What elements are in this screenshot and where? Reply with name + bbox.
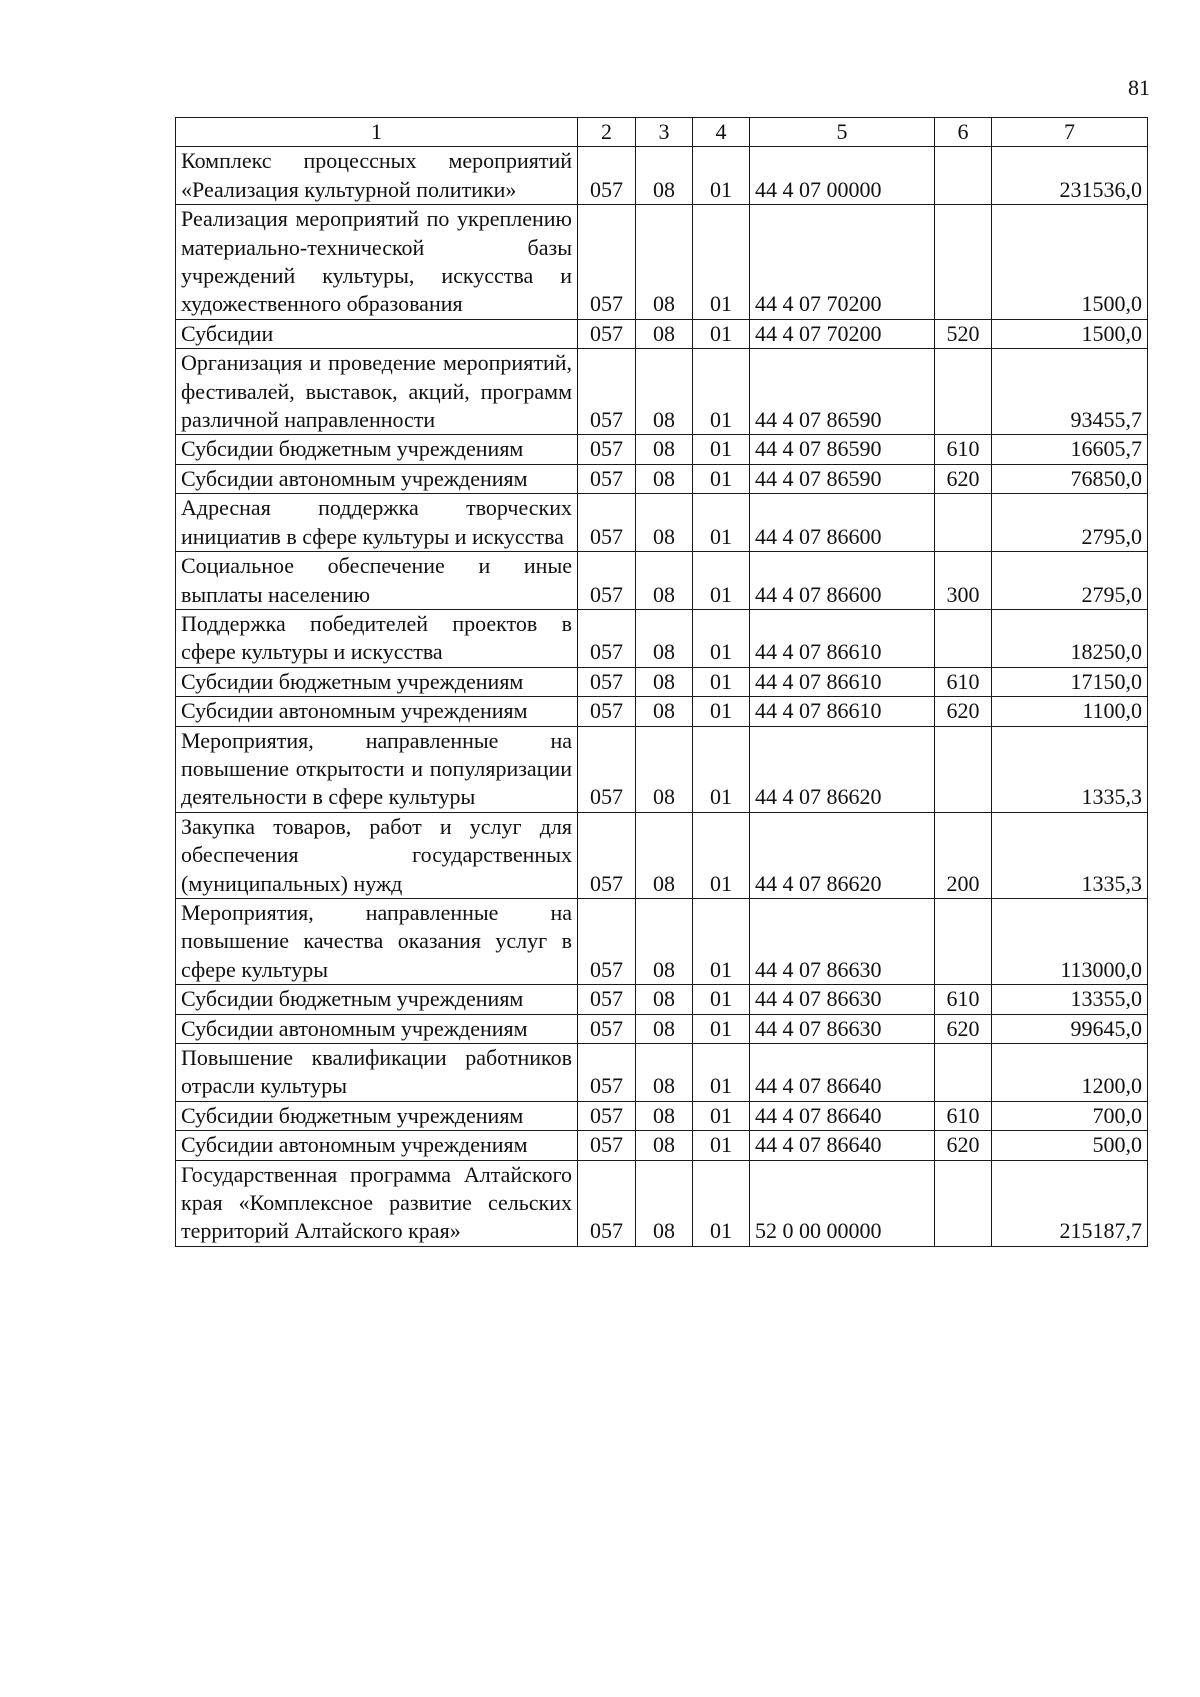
row-name-cell: Комплекс процессных мероприятий «Реализация культурной политики» (176, 147, 578, 205)
subsection-cell: 01 (693, 205, 750, 320)
amount-cell: 700,0 (992, 1101, 1148, 1130)
row-name-cell: Социальное обеспечение и иные выплаты населению (176, 552, 578, 610)
ministry-code-cell: 057 (578, 898, 636, 984)
ministry-code-cell: 057 (578, 1131, 636, 1160)
subsection-cell: 01 (693, 1131, 750, 1160)
row-name-cell: Субсидии (176, 319, 578, 348)
table-row (176, 1131, 1148, 1160)
table-row (176, 349, 1148, 435)
row-name-cell: Мероприятия, направленные на повышение качества оказания услуг в сфере культуры (176, 898, 578, 984)
section-cell: 08 (636, 349, 693, 435)
section-cell: 08 (636, 205, 693, 320)
table-row (176, 898, 1148, 984)
ministry-code-cell: 057 (578, 1101, 636, 1130)
section-cell: 08 (636, 812, 693, 898)
amount-cell: 1500,0 (992, 319, 1148, 348)
ministry-code-cell: 057 (578, 1160, 636, 1246)
subsection-cell: 01 (693, 147, 750, 205)
amount-cell: 113000,0 (992, 898, 1148, 984)
subsection-cell: 01 (693, 494, 750, 552)
target-item-cell: 44 4 07 86590 (750, 435, 935, 464)
amount-cell: 215187,7 (992, 1160, 1148, 1246)
subsection-cell: 01 (693, 726, 750, 812)
expense-type-cell: 620 (935, 1014, 992, 1043)
row-name-cell: Государственная программа Алтайского края «Комплексное развитие сельских территорий Алтайского края» (176, 1160, 578, 1246)
subsection-cell: 01 (693, 1160, 750, 1246)
table-body (176, 147, 1148, 1246)
ministry-code-cell: 057 (578, 609, 636, 667)
section-cell: 08 (636, 552, 693, 610)
section-cell: 08 (636, 319, 693, 348)
section-cell: 08 (636, 147, 693, 205)
target-item-cell: 44 4 07 86590 (750, 464, 935, 493)
expense-type-cell (935, 205, 992, 320)
target-item-cell: 44 4 07 86600 (750, 494, 935, 552)
target-item-cell: 44 4 07 86610 (750, 667, 935, 696)
ministry-code-cell: 057 (578, 494, 636, 552)
subsection-cell: 01 (693, 609, 750, 667)
table-row (176, 1014, 1148, 1043)
column-header-1: 1 (176, 118, 578, 147)
amount-cell: 1200,0 (992, 1044, 1148, 1102)
amount-cell: 1335,3 (992, 726, 1148, 812)
subsection-cell: 01 (693, 898, 750, 984)
table-row (176, 697, 1148, 726)
amount-cell: 2795,0 (992, 494, 1148, 552)
target-item-cell: 44 4 07 86630 (750, 898, 935, 984)
row-name-cell: Субсидии бюджетным учреждениям (176, 667, 578, 696)
expense-type-cell: 620 (935, 697, 992, 726)
expense-type-cell (935, 898, 992, 984)
ministry-code-cell: 057 (578, 319, 636, 348)
subsection-cell: 01 (693, 1014, 750, 1043)
subsection-cell: 01 (693, 1044, 750, 1102)
row-name-cell: Поддержка победителей проектов в сфере культуры и искусства (176, 609, 578, 667)
table-row (176, 1044, 1148, 1102)
page-number: 81 (1128, 75, 1150, 100)
column-header-5: 5 (750, 118, 935, 147)
subsection-cell: 01 (693, 464, 750, 493)
ministry-code-cell: 057 (578, 435, 636, 464)
table-row (176, 435, 1148, 464)
target-item-cell: 44 4 07 00000 (750, 147, 935, 205)
expense-type-cell: 620 (935, 1131, 992, 1160)
section-cell: 08 (636, 697, 693, 726)
row-name-cell: Реализация мероприятий по укреплению материально-технической базы учреждений культуры, искусства и художественного образования (176, 205, 578, 320)
expense-type-cell: 610 (935, 435, 992, 464)
amount-cell: 500,0 (992, 1131, 1148, 1160)
ministry-code-cell: 057 (578, 147, 636, 205)
row-name-cell: Субсидии автономным учреждениям (176, 697, 578, 726)
section-cell: 08 (636, 1131, 693, 1160)
expense-type-cell (935, 494, 992, 552)
expense-type-cell (935, 1044, 992, 1102)
section-cell: 08 (636, 609, 693, 667)
amount-cell: 13355,0 (992, 985, 1148, 1014)
expense-type-cell (935, 1160, 992, 1246)
table-row (176, 726, 1148, 812)
column-header-6: 6 (935, 118, 992, 147)
budget-table (175, 117, 1148, 1247)
target-item-cell: 44 4 07 86640 (750, 1131, 935, 1160)
row-name-cell: Субсидии автономным учреждениям (176, 1014, 578, 1043)
target-item-cell: 44 4 07 86610 (750, 697, 935, 726)
subsection-cell: 01 (693, 985, 750, 1014)
target-item-cell: 44 4 07 70200 (750, 319, 935, 348)
row-name-cell: Адресная поддержка творческих инициатив в сфере культуры и искусства (176, 494, 578, 552)
table-row (176, 552, 1148, 610)
subsection-cell: 01 (693, 697, 750, 726)
subsection-cell: 01 (693, 435, 750, 464)
target-item-cell: 44 4 07 86640 (750, 1044, 935, 1102)
target-item-cell: 44 4 07 86600 (750, 552, 935, 610)
ministry-code-cell: 057 (578, 726, 636, 812)
expense-type-cell: 610 (935, 985, 992, 1014)
amount-cell: 1335,3 (992, 812, 1148, 898)
row-name-cell: Субсидии автономным учреждениям (176, 464, 578, 493)
section-cell: 08 (636, 1101, 693, 1130)
row-name-cell: Повышение квалификации работников отрасли культуры (176, 1044, 578, 1102)
row-name-cell: Субсидии бюджетным учреждениям (176, 1101, 578, 1130)
target-item-cell: 44 4 07 86610 (750, 609, 935, 667)
table-row (176, 985, 1148, 1014)
table-row (176, 464, 1148, 493)
expense-type-cell: 610 (935, 1101, 992, 1130)
subsection-cell: 01 (693, 667, 750, 696)
table-row (176, 667, 1148, 696)
ministry-code-cell: 057 (578, 667, 636, 696)
ministry-code-cell: 057 (578, 812, 636, 898)
target-item-cell: 44 4 07 86620 (750, 812, 935, 898)
amount-cell: 2795,0 (992, 552, 1148, 610)
table-row (176, 1101, 1148, 1130)
row-name-cell: Организация и проведение мероприятий, фестивалей, выставок, акций, программ различной направленности (176, 349, 578, 435)
ministry-code-cell: 057 (578, 697, 636, 726)
expense-type-cell (935, 726, 992, 812)
ministry-code-cell: 057 (578, 1014, 636, 1043)
row-name-cell: Мероприятия, направленные на повышение открытости и популяризации деятельности в сфере культуры (176, 726, 578, 812)
table-row (176, 205, 1148, 320)
target-item-cell: 44 4 07 86620 (750, 726, 935, 812)
ministry-code-cell: 057 (578, 985, 636, 1014)
row-name-cell: Субсидии бюджетным учреждениям (176, 435, 578, 464)
table-row (176, 494, 1148, 552)
amount-cell: 76850,0 (992, 464, 1148, 493)
subsection-cell: 01 (693, 319, 750, 348)
expense-type-cell: 300 (935, 552, 992, 610)
section-cell: 08 (636, 494, 693, 552)
target-item-cell: 44 4 07 70200 (750, 205, 935, 320)
expense-type-cell: 610 (935, 667, 992, 696)
subsection-cell: 01 (693, 349, 750, 435)
expense-type-cell: 620 (935, 464, 992, 493)
section-cell: 08 (636, 898, 693, 984)
column-header-7: 7 (992, 118, 1148, 147)
section-cell: 08 (636, 1044, 693, 1102)
section-cell: 08 (636, 1014, 693, 1043)
expense-type-cell: 520 (935, 319, 992, 348)
amount-cell: 16605,7 (992, 435, 1148, 464)
column-header-2: 2 (578, 118, 636, 147)
target-item-cell: 52 0 00 00000 (750, 1160, 935, 1246)
subsection-cell: 01 (693, 1101, 750, 1130)
target-item-cell: 44 4 07 86590 (750, 349, 935, 435)
row-name-cell: Закупка товаров, работ и услуг для обеспечения государственных (муниципальных) нужд (176, 812, 578, 898)
amount-cell: 1100,0 (992, 697, 1148, 726)
ministry-code-cell: 057 (578, 552, 636, 610)
row-name-cell: Субсидии автономным учреждениям (176, 1131, 578, 1160)
amount-cell: 1500,0 (992, 205, 1148, 320)
ministry-code-cell: 057 (578, 205, 636, 320)
table-row (176, 812, 1148, 898)
expense-type-cell (935, 147, 992, 205)
table-header-row (176, 118, 1148, 147)
column-header-4: 4 (693, 118, 750, 147)
target-item-cell: 44 4 07 86640 (750, 1101, 935, 1130)
target-item-cell: 44 4 07 86630 (750, 985, 935, 1014)
expense-type-cell (935, 609, 992, 667)
table-row (176, 1160, 1148, 1246)
section-cell: 08 (636, 435, 693, 464)
subsection-cell: 01 (693, 812, 750, 898)
amount-cell: 18250,0 (992, 609, 1148, 667)
amount-cell: 231536,0 (992, 147, 1148, 205)
target-item-cell: 44 4 07 86630 (750, 1014, 935, 1043)
section-cell: 08 (636, 726, 693, 812)
ministry-code-cell: 057 (578, 1044, 636, 1102)
expense-type-cell: 200 (935, 812, 992, 898)
section-cell: 08 (636, 1160, 693, 1246)
amount-cell: 99645,0 (992, 1014, 1148, 1043)
table-row (176, 147, 1148, 205)
expense-type-cell (935, 349, 992, 435)
amount-cell: 17150,0 (992, 667, 1148, 696)
section-cell: 08 (636, 667, 693, 696)
table-row (176, 319, 1148, 348)
subsection-cell: 01 (693, 552, 750, 610)
row-name-cell: Субсидии бюджетным учреждениям (176, 985, 578, 1014)
table-row (176, 609, 1148, 667)
column-header-3: 3 (636, 118, 693, 147)
ministry-code-cell: 057 (578, 349, 636, 435)
section-cell: 08 (636, 985, 693, 1014)
amount-cell: 93455,7 (992, 349, 1148, 435)
ministry-code-cell: 057 (578, 464, 636, 493)
section-cell: 08 (636, 464, 693, 493)
